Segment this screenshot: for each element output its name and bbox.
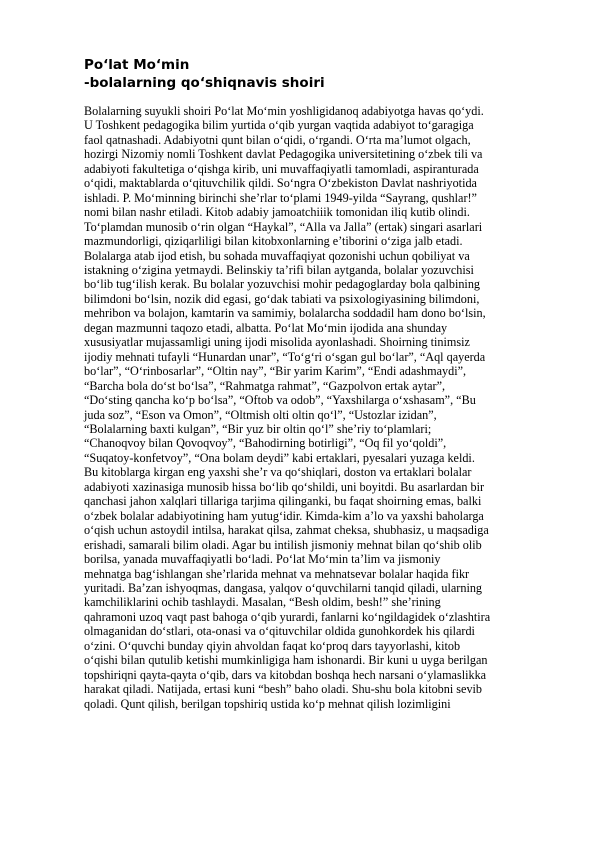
body-text-line: “Chanoqvoy bilan Qovoqvoy”, “Bahodirning botirligi”, “Oq fil yo‘qoldi”, [84,436,447,451]
body-text-line: bo‘lar”, “O‘rinbosarlar”, “Oltin nay”, “Bir yarim Karim”, “Endi adashmaydi”, [84,364,467,379]
body-text-line: adabiyoti fakultetiga o‘qishga kirib, uni muvaffaqiyatli tamomladi, aspiranturada [84,161,479,176]
body-text-line: “Suqatoy-konfetvoy”, “Ona bolam deydi” kabi ertaklari, pyesalari yuzaga keldi. [84,450,475,465]
body-text-line: mazmundorligi, qiziqarliligi bilan kitobxonlarning e’tiborini o‘ziga jalb etadi. [84,234,463,249]
body-text-line: xususiyatlar mujassamligi uning ijodi misolida ayonlashadi. Shoirning tinimsiz [84,335,470,350]
body-text-line: ishladi. P. Mo‘minning birinchi she’rlar to‘plami 1949-yilda “Sayrang, qushlar!” [84,190,477,205]
body-text-line: bo‘lib tug‘ilish kerak. Bu bolalar yozuvchisi mohir pedagoglarday bola qalbining [84,277,481,292]
body-text-line: “Bolalarning baxti kulgan”, “Bir yuz bir oltin qo‘l” she’riy to‘plamlari; [84,421,432,436]
body-text-line: o‘qidi, maktablarda o‘qituvchilik qildi. So‘ngra O‘zbekiston Davlat nashriyotida [84,176,477,191]
body-text-line: Bu kitoblarga kirgan eng yaxshi she’r va qo‘shiqlari, doston va ertaklari bolalar [84,465,472,480]
body-text-line: qahramoni uzoq vaqt past bahoga o‘qib yurardi, fanlarni ko‘ngildagidek o‘zlashtira [84,609,491,624]
body-text-line: qanchasi jahon xalqlari tillariga tarjima qilinganki, bu faqat shoirning emas, balki [84,494,482,509]
body-text-line: juda soz”, “Eson va Omon”, “Oltmish olti oltin qo‘l”, “Ustozlar izidan”, [84,407,437,422]
body-text-line: borilsa, yanada muvaffaqiyatli bo‘ladi. Po‘lat Mo‘min ta’lim va jismoniy [84,552,441,567]
body-text-line: o‘qish uchun astoydil intilsa, harakat qilsa, zahmat cheksa, shubhasiz, u maqsadiga [84,523,489,538]
body-text-line: ijodiy mehnati tufayli “Hunardan unar”, “To‘g‘ri o‘sgan gul bo‘lar”, “Aql qayerda [84,349,486,364]
body-text-line: o‘zini. O‘quvchi bunday qiyin ahvoldan faqat ko‘proq dars tayyorlashi, kitob [84,638,461,653]
body-text-line: yuritadi. Ba’zan ishyoqmas, dangasa, yalqov o‘quvchilarni tanqid qiladi, ularning [84,580,483,595]
body-text-line: topshiriqni qayta-qayta o‘qib, dars va kitobdan boshqa hech narsani o‘ylamaslikka [84,667,487,682]
body-text-line: o‘zbek bolalar adabiyotining ham yutug‘idir. Kimda-kim a’lo va yaxshi baholarga [84,508,484,523]
body-text-line: bilimdoni bo‘lsin, nozik did egasi, go‘dak tabiati va psixologiyasining bilimdoni, [84,291,480,306]
body-text-line: degan mazmunni taqozo etadi, albatta. Po‘lat Mo‘min ijodida ana shunday [84,320,448,335]
body-text-line: kamchiliklarini ochib tashlaydi. Masalan, “Besh oldim, besh!” she’rining [84,595,441,610]
body-text-line: “Do‘sting qancha ko‘p bo‘lsa”, “Oftob va odob”, “Yaxshilarga o‘xshasam”, “Bu [84,393,476,408]
body-text-line: “Barcha bola do‘st bo‘lsa”, “Rahmatga rahmat”, “Gazpolvon ertak aytar”, [84,378,446,393]
document-subtitle: -bolalarning qo‘shiqnavis shoiri [84,75,325,91]
body-text-line: To‘plamdan munosib o‘rin olgan “Haykal”, “Alla va Jalla” (ertak) singari asarlari [84,219,483,234]
body-text-line: o‘qishi bilan qutulib ketishi mumkinligiga ham ishonardi. Bir kuni u uyga berilgan [84,653,488,668]
body-text-line: Bolalarga atab ijod etish, bu sohada muvaffaqiyat qozonishi uchun qobiliyat va [84,248,470,263]
body-text-line: mehnatga bag‘ishlangan she’rlarida mehnat va mehnatsevar bolalar haqida fikr [84,566,470,581]
body-text-line: mehribon va bolajon, kamtarin va samimiy, bolalarcha soddadil ham dono bo‘lsin, [84,306,486,321]
body-text-line: qoladi. Qunt qilish, berilgan topshiriq ustida ko‘p mehnat qilish lozimligini [84,696,451,711]
body-text-line: nomi bilan nashr etiladi. Kitob adabiy jamoatchiiik tomonidan iliq kutib olindi. [84,205,470,220]
document-title: Po‘lat Mo‘min [84,57,190,73]
body-paragraph [84,104,526,711]
body-text-line: istakning o‘zigina yetmaydi. Belinskiy ta’rifi bilan aytganda, bolalar yozuvchisi [84,262,474,277]
body-text-line: olmaganidan do‘stlari, ota-onasi va o‘qituvchilar oldida gunohkordek his qilardi [84,624,475,639]
body-text-line: Bolalarning suyukli shoiri Po‘lat Mo‘min yoshligidanoq adabiyotga havas qo‘ydi. [84,104,484,118]
body-text-line: adabiyoti xazinasiga munosib hissa bo‘lib qo‘shildi, uni boyitdi. Bu asarlardan bir [84,479,485,494]
body-text-line: harakat qiladi. Natijada, ertasi kuni “besh” baho oladi. Shu-shu bola kitobni sevib [84,682,483,697]
body-text-line: faol qatnashadi. Adabiyotni qunt bilan o‘qidi, o‘rgandi. O‘rta ma’lumot olgach, [84,132,471,147]
body-text-line: hozirgi Nizomiy nomli Toshkent davlat Pedagogika universitetining o‘zbek tili va [84,147,483,162]
body-text-line: U Toshkent pedagogika bilim yurtida o‘qib yurgan vaqtida adabiyot to‘garagiga [84,118,474,133]
body-text-line: erishadi, samarali bilim oladi. Agar bu intilish jismoniy mehnat bilan qo‘shib olib [84,537,482,552]
